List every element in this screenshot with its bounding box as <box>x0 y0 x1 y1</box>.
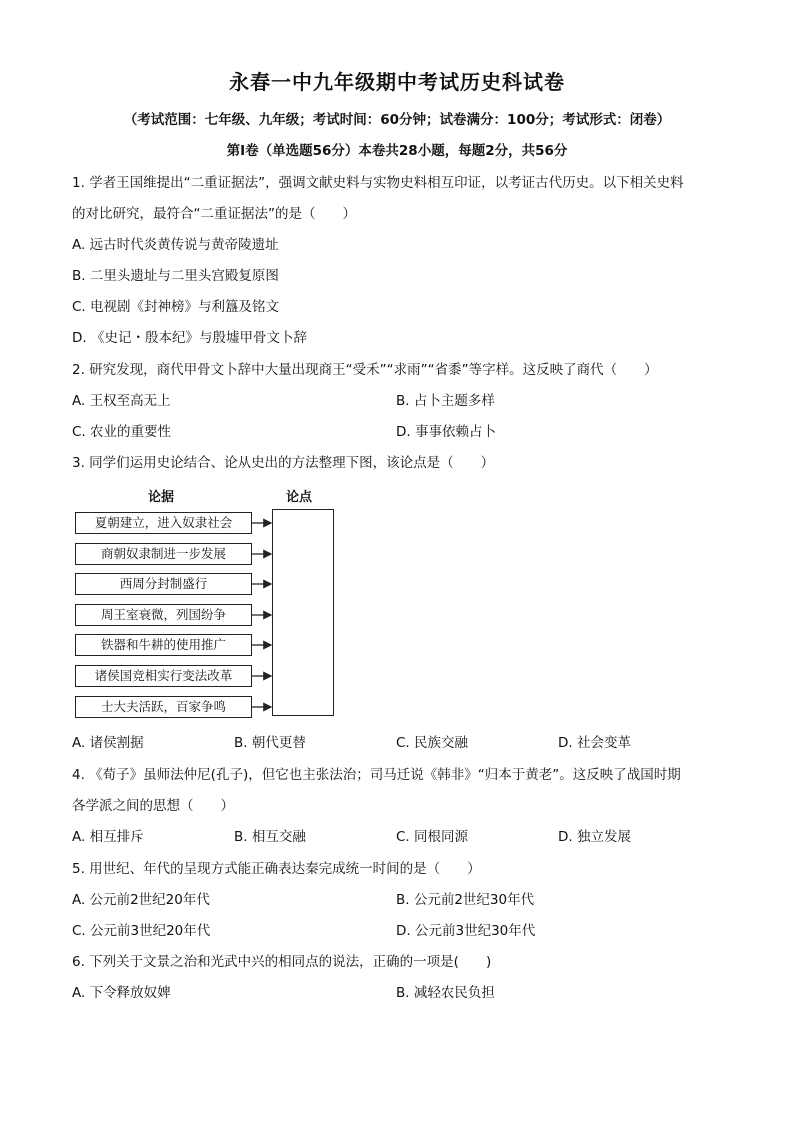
evidence-box: 西周分封制盛行 <box>75 573 252 595</box>
question-2-line-1: 2. 研究发现，商代甲骨文卜辞中大量出现商王“受禾”“求雨”“省黍”等字样。这反映了商代（ ） <box>72 362 658 378</box>
question-2-option-a: A. 王权至高无上 <box>72 393 171 409</box>
argument-diagram <box>72 484 342 720</box>
question-4-option-b: B. 相互交融 <box>234 829 306 845</box>
question-3-option-b: B. 朝代更替 <box>234 735 306 751</box>
evidence-box: 商朝奴隶制进一步发展 <box>75 543 252 565</box>
question-3-line-1: 3. 同学们运用史论结合、论从史出的方法整理下图，该论点是（ ） <box>72 455 495 471</box>
question-5-option-b: B. 公元前2世纪30年代 <box>396 892 535 908</box>
section-heading: 第I卷（单选题56分）本卷共28小题，每题2分，共56分 <box>226 143 568 159</box>
question-2-option-b: B. 占卜主题多样 <box>396 393 495 409</box>
evidence-box: 士大夫活跃，百家争鸣 <box>75 696 252 718</box>
question-2-option-c: C. 农业的重要性 <box>72 424 172 440</box>
question-1-line-2: 的对比研究，最符合“二重证据法”的是（ ） <box>72 206 356 222</box>
question-2-option-d: D. 事事依赖占卜 <box>396 424 496 440</box>
evidence-box: 铁器和牛耕的使用推广 <box>75 634 252 656</box>
question-1-line-1: 1. 学者王国维提出“二重证据法”，强调文献史料与实物史料相互印证，以考证古代历史。以下相关史料 <box>72 175 684 191</box>
evidence-box: 夏朝建立，进入奴隶社会 <box>75 512 252 534</box>
question-5-line-1: 5. 用世纪、年代的呈现方式能正确表达秦完成统一时间的是（ ） <box>72 861 481 877</box>
question-5-option-d: D. 公元前3世纪30年代 <box>396 923 536 939</box>
question-5-option-c: C. 公元前3世纪20年代 <box>72 923 211 939</box>
exam-info: （考试范围：七年级、九年级；考试时间：60分钟；试卷满分：100分；考试形式：闭卷） <box>123 112 671 128</box>
question-5-option-a: A. 公元前2世纪20年代 <box>72 892 210 908</box>
question-4-option-d: D. 独立发展 <box>558 829 631 845</box>
question-3-option-c: C. 民族交融 <box>396 735 469 751</box>
question-4-line-2: 各学派之间的思想（ ） <box>72 798 234 814</box>
evidence-box: 周王室衰微，列国纷争 <box>75 604 252 626</box>
question-1-option-d: D. 《史记・殷本纪》与殷墟甲骨文卜辞 <box>72 330 307 346</box>
question-1-option-b: B. 二里头遗址与二里头宫殿复原图 <box>72 268 279 284</box>
question-6-option-a: A. 下令释放奴婢 <box>72 985 171 1001</box>
arrow-connectors <box>72 484 342 720</box>
question-4-line-1: 4. 《荀子》虽师法仲尼(孔子)，但它也主张法治；司马迁说《韩非》“归本于黄老”。这反映了战国时期 <box>72 767 681 783</box>
page-title: 永春一中九年级期中考试历史科试卷 <box>229 70 565 94</box>
point-label: 论点 <box>286 490 313 505</box>
question-3-option-a: A. 诸侯割据 <box>72 735 144 751</box>
question-6-option-b: B. 减轻农民负担 <box>396 985 495 1001</box>
question-1-option-c: C. 电视剧《封神榜》与利簋及铭文 <box>72 299 280 315</box>
question-4-option-c: C. 同根同源 <box>396 829 469 845</box>
question-4-option-a: A. 相互排斥 <box>72 829 144 845</box>
question-6-line-1: 6. 下列关于文景之治和光武中兴的相同点的说法，正确的一项是( ) <box>72 954 492 970</box>
evidence-box: 诸侯国竞相实行变法改革 <box>75 665 252 687</box>
question-1-option-a: A. 远古时代炎黄传说与黄帝陵遗址 <box>72 237 279 253</box>
question-3-option-d: D. 社会变革 <box>558 735 631 751</box>
evidence-label: 论据 <box>148 490 175 505</box>
